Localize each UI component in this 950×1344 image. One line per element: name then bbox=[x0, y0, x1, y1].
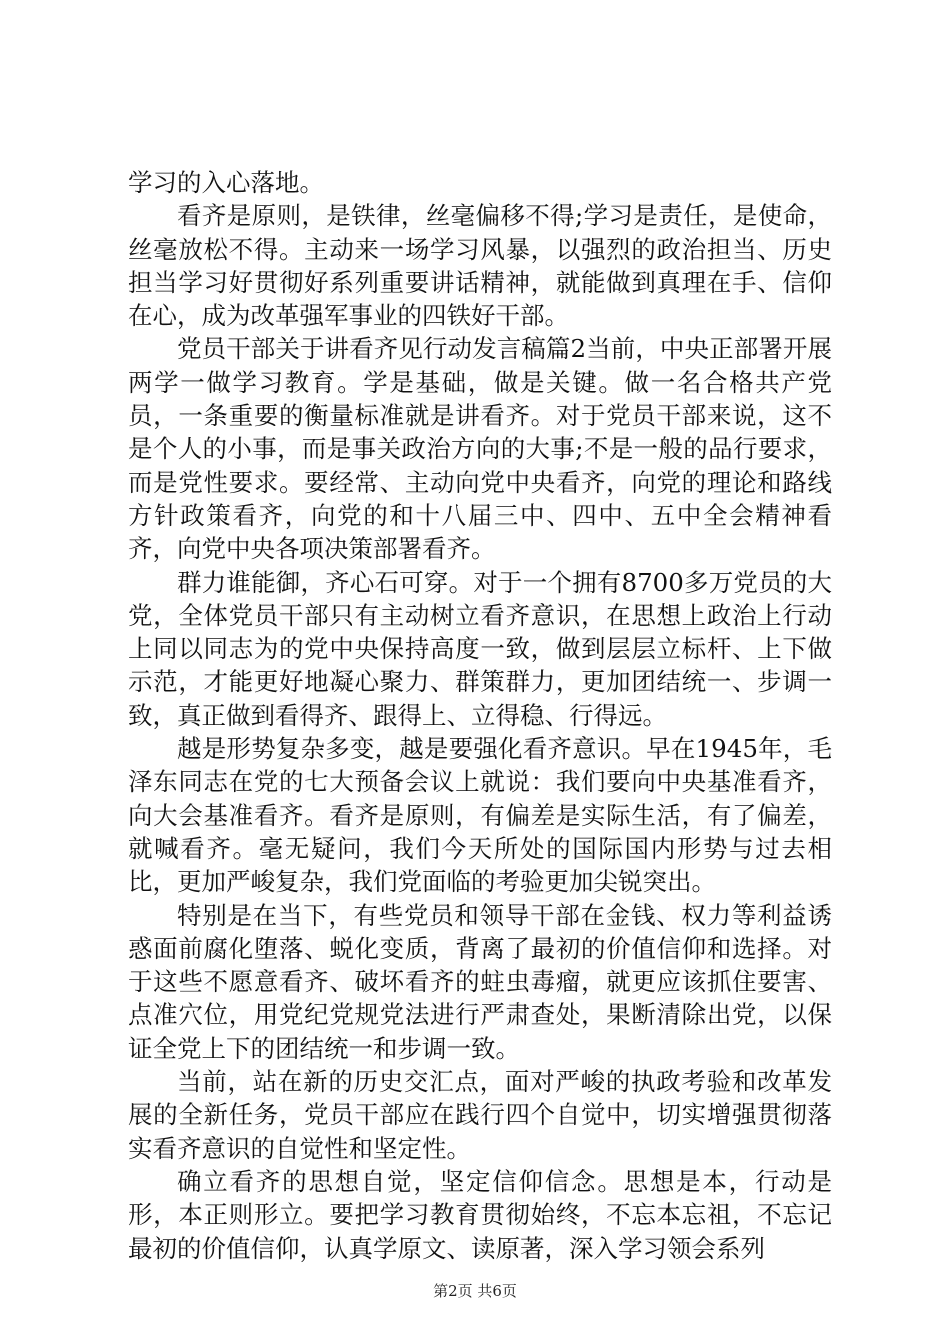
paragraph-5: 越是形势复杂多变，越是要强化看齐意识。早在1945年，毛泽东同志在党的七大预备会议上就说：我们要向中央基准看齐，向大会基准看齐。看齐是原则，有偏差是实际生活，有了偏差，就喊看齐。毫无疑问，我们今天所处的国际国内形势与过去相比，更加严峻复杂，我们党面临的考验更加尖锐突出。 bbox=[128, 734, 832, 897]
paragraph-8: 确立看齐的思想自觉，坚定信仰信念。思想是本，行动是形，本正则形立。要把学习教育贯彻始终，不忘本忘祖，不忘记最初的价值信仰，认真学原文、读原著，深入学习领会系列 bbox=[128, 1166, 832, 1263]
document-body bbox=[128, 166, 832, 1265]
paragraph-2: 看齐是原则，是铁律，丝毫偏移不得;学习是责任，是使命，丝毫放松不得。主动来一场学习风暴，以强烈的政治担当、历史担当学习好贯彻好系列重要讲话精神，就能做到真理在手、信仰在心，成为改革强军事业的四铁好干部。 bbox=[128, 201, 832, 331]
paragraph-4: 群力谁能御，齐心石可穿。对于一个拥有8700多万党员的大党，全体党员干部只有主动树立看齐意识，在思想上政治上行动上同以同志为的党中央保持高度一致，做到层层立标杆、上下做示范，才能更好地凝心聚力、群策群力，更加团结统一、步调一致，真正做到看得齐、跟得上、立得稳、行得远。 bbox=[128, 567, 832, 730]
paragraph-7: 当前，站在新的历史交汇点，面对严峻的执政考验和改革发展的全新任务，党员干部应在践行四个自觉中，切实增强贯彻落实看齐意识的自觉性和坚定性。 bbox=[128, 1067, 832, 1163]
page-number-footer: 第2页 共6页 bbox=[433, 1282, 517, 1300]
paragraph-6: 特别是在当下，有些党员和领导干部在金钱、权力等利益诱惑面前腐化堕落、蜕化变质，背离了最初的价值信仰和选择。对于这些不愿意看齐、破坏看齐的蛀虫毒瘤，就更应该抓住要害、点准穴位，用党纪党规党法进行严肃查处，果断清除出党，以保证全党上下的团结统一和步调一致。 bbox=[128, 900, 832, 1063]
paragraph-3: 党员干部关于讲看齐见行动发言稿篇2当前，中央正部署开展两学一做学习教育。学是基础，做是关键。做一名合格共产党员，一条重要的衡量标准就是讲看齐。对于党员干部来说，这不是个人的小事，而是事关政治方向的大事;不是一般的品行要求，而是党性要求。要经常、主动向党中央看齐，向党的理论和路线方针政策看齐，向党的和十八届三中、四中、五中全会精神看齐，向党中央各项决策部署看齐。 bbox=[128, 334, 832, 564]
paragraph-1: 学习的入心落地。 bbox=[128, 168, 324, 197]
